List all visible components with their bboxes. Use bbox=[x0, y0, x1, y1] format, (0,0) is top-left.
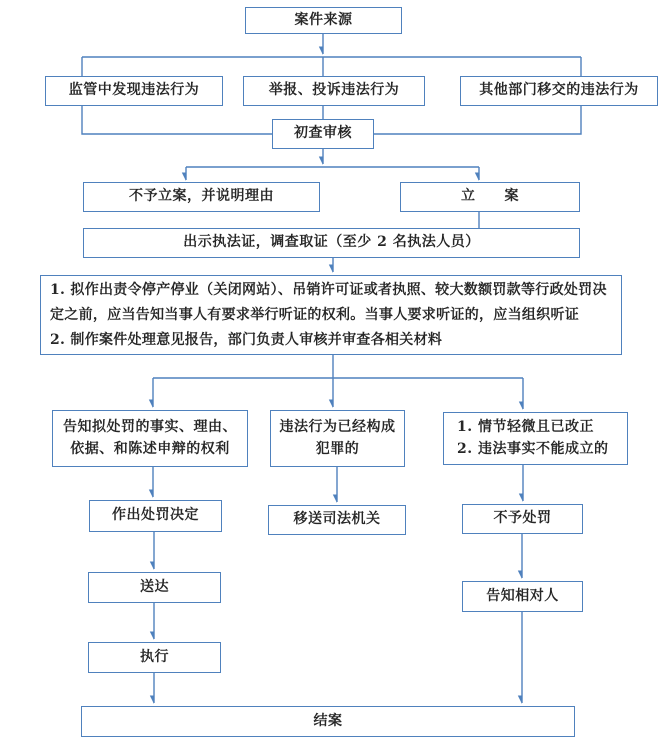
node-label: 告知相对人 bbox=[486, 587, 559, 604]
node-hearing-notice bbox=[40, 275, 622, 355]
node-no-filing bbox=[83, 182, 320, 212]
node-transferred-other-dept bbox=[460, 76, 658, 106]
node-label: 其他部门移交的违法行为 bbox=[479, 82, 639, 99]
node-crime-constituted bbox=[270, 410, 405, 467]
node-label: 执行 bbox=[140, 648, 169, 665]
node-minor-or-unfounded bbox=[443, 412, 628, 465]
node-label: 立 案 bbox=[461, 188, 519, 205]
node-label-line: 犯罪的 bbox=[315, 440, 360, 457]
node-label-line: 1. 拟作出责令停产停业（关闭网站）、吊销许可证或者执照、较大数额罚款等行政处罚决定之前，应当告知当事人有要求举行听证的权利。当事人要求听证的，应当组织听证 bbox=[50, 281, 607, 323]
node-label: 初查审核 bbox=[294, 125, 352, 142]
node-label-line: 1. 情节轻微且已改正 bbox=[457, 418, 594, 435]
node-inform-party bbox=[462, 581, 583, 612]
node-case-source bbox=[245, 7, 402, 34]
node-report-complaint bbox=[243, 76, 425, 106]
flow-edge bbox=[82, 57, 581, 76]
node-label-line: 告知拟处罚的事实、理由、 bbox=[63, 418, 237, 435]
node-execute bbox=[88, 642, 221, 673]
node-label: 不予立案，并说明理由 bbox=[129, 188, 274, 205]
node-label-line: 2. 制作案件处理意见报告，部门负责人审核并审查各相关材料 bbox=[50, 331, 443, 348]
node-label: 移送司法机关 bbox=[293, 511, 381, 528]
node-label: 出示执法证，调查取证（至少 2 名执法人员） bbox=[183, 234, 480, 251]
node-no-punishment bbox=[462, 504, 583, 534]
node-inform-facts bbox=[52, 410, 248, 467]
node-label: 作出处罚决定 bbox=[112, 507, 199, 524]
node-label-line: 违法行为已经构成 bbox=[279, 418, 396, 435]
node-transfer-judicial bbox=[268, 505, 406, 535]
node-label: 不予处罚 bbox=[493, 510, 552, 527]
node-initial-review bbox=[272, 119, 374, 149]
node-make-decision bbox=[89, 500, 222, 532]
node-serve bbox=[88, 572, 221, 603]
node-label: 送达 bbox=[140, 578, 169, 595]
node-label-line: 2. 违法事实不能成立的 bbox=[457, 440, 609, 457]
node-label-line: 依据、和陈述申辩的权利 bbox=[70, 440, 230, 457]
node-label: 结案 bbox=[313, 712, 343, 729]
flow-edge bbox=[153, 355, 523, 378]
node-close-case bbox=[81, 706, 575, 737]
node-show-certificate bbox=[83, 228, 580, 258]
node-supervision-found bbox=[45, 76, 223, 106]
node-label: 举报、投诉违法行为 bbox=[268, 82, 400, 99]
node-label: 案件来源 bbox=[294, 11, 353, 28]
node-filing bbox=[400, 182, 580, 212]
node-label: 监管中发现违法行为 bbox=[68, 82, 200, 99]
